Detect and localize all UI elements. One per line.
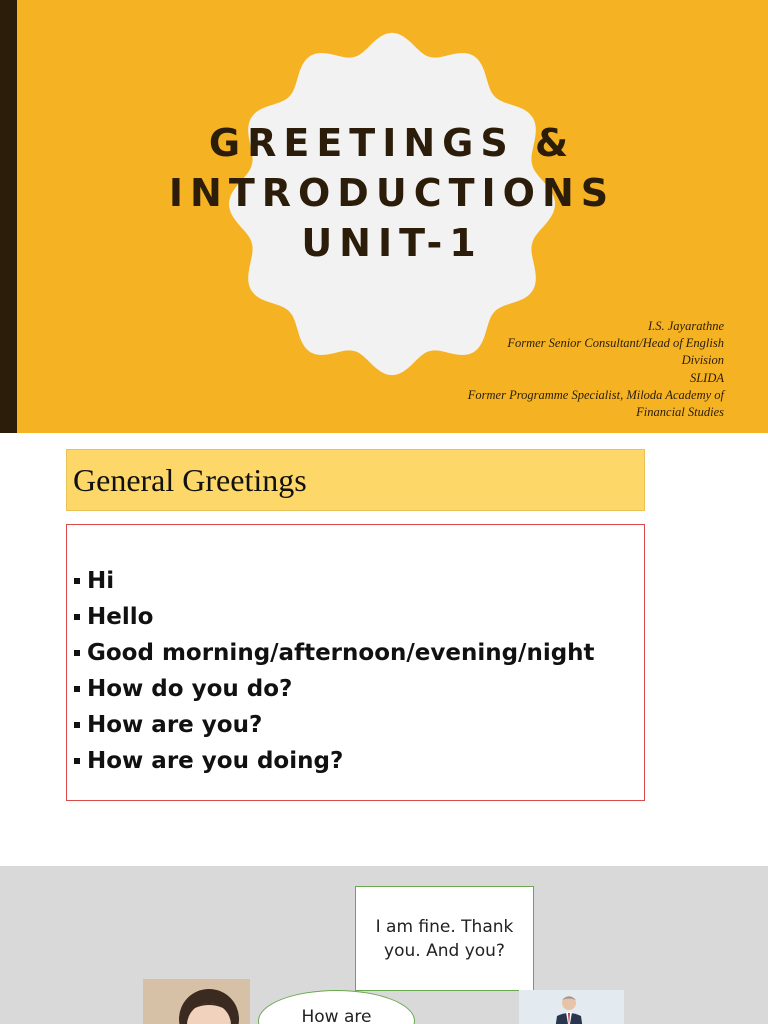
reply-line: I am fine. Thank <box>375 917 514 937</box>
man-photo <box>519 990 624 1024</box>
author-line: Former Programme Specialist, Miloda Academy of <box>467 387 724 402</box>
bullet-icon <box>74 614 80 620</box>
bubble-text: How are <box>301 1007 372 1024</box>
reply-line: you. And you? <box>384 941 505 961</box>
bullet-icon <box>74 686 80 692</box>
list-item <box>73 743 595 779</box>
bullet-icon <box>74 650 80 656</box>
author-block <box>394 318 724 421</box>
dialogue-slide <box>0 866 768 1024</box>
list-item-text: How do you do? <box>87 676 293 702</box>
list-item <box>73 563 595 599</box>
title-slide <box>0 0 768 433</box>
bullet-icon <box>74 722 80 728</box>
woman-illustration <box>143 979 250 1024</box>
list-item <box>73 707 595 743</box>
slide-title <box>150 118 634 268</box>
list-item-text: Good morning/afternoon/evening/night <box>87 640 595 666</box>
speech-bubble <box>258 990 415 1024</box>
list-item <box>73 599 595 635</box>
title-line-1: GREETINGS & <box>208 121 576 165</box>
author-line: I.S. Jayarathne <box>647 319 724 333</box>
greetings-list-box <box>66 524 645 801</box>
author-line: SLIDA <box>689 370 724 385</box>
woman-photo <box>143 979 250 1024</box>
author-line: Division <box>681 353 724 368</box>
list-item-text: Hello <box>87 604 154 630</box>
list-item <box>73 671 595 707</box>
author-line: Former Senior Consultant/Head of English <box>507 336 724 351</box>
list-item <box>73 635 595 671</box>
greetings-slide <box>0 433 768 866</box>
heading-banner <box>66 449 645 511</box>
slide-heading: General Greetings <box>73 462 307 498</box>
man-illustration <box>519 990 624 1024</box>
reply-callout <box>355 886 534 991</box>
reply-text <box>356 915 533 963</box>
title-line-2: INTRODUCTIONS <box>168 171 616 215</box>
bullet-icon <box>74 758 80 764</box>
bullet-icon <box>74 578 80 584</box>
list-item-text: Hi <box>87 568 115 594</box>
list-item-text: How are you doing? <box>87 748 344 774</box>
list-item-text: How are you? <box>87 712 263 738</box>
title-line-3: UNIT-1 <box>301 221 483 265</box>
author-line: Financial Studies <box>636 405 724 420</box>
greetings-list <box>73 563 595 779</box>
